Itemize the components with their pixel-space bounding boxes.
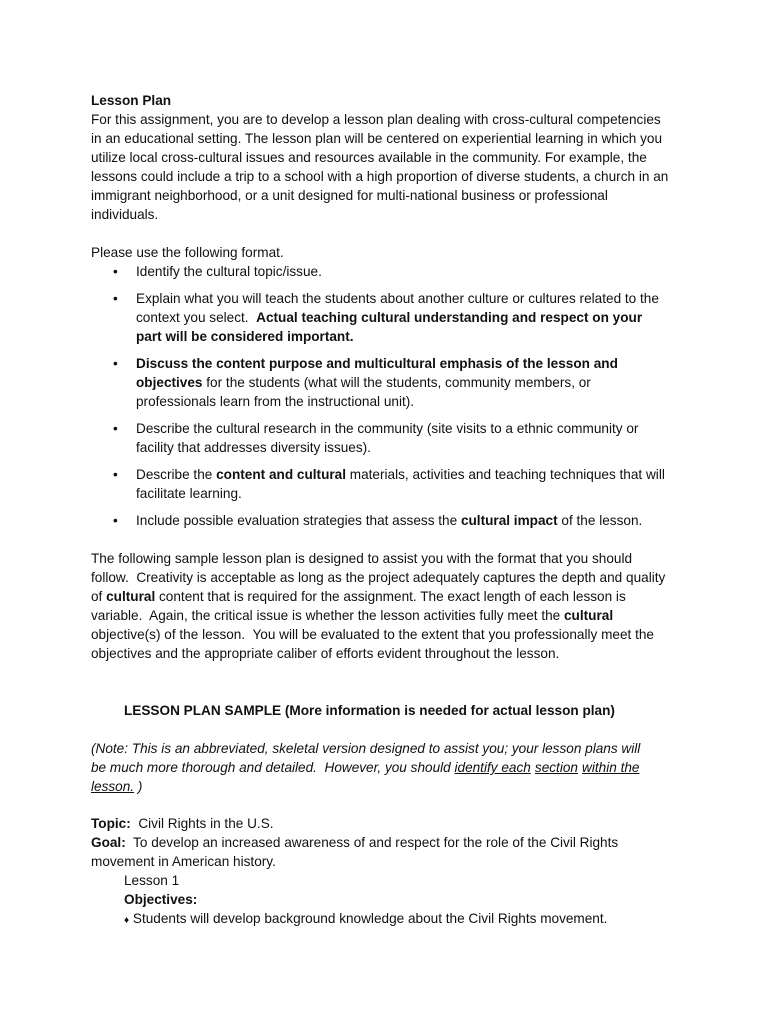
intro-line: immigrant neighborhood, or a unit designed for multi-national business or professional — [91, 188, 608, 203]
intro-line: individuals. — [91, 207, 159, 222]
bullet-icon: • — [113, 421, 118, 436]
bullet-icon: • — [113, 291, 118, 306]
format-bullet-list — [91, 262, 691, 530]
objectives-label: Objectives: — [124, 892, 198, 907]
bullet-item: • Identify the cultural topic/issue. — [113, 264, 322, 279]
bullet-icon: • — [113, 356, 118, 371]
intro-line: utilize local cross-cultural issues and resources available in the community. For example, the — [91, 150, 647, 165]
bullet-icon: • — [113, 467, 118, 482]
goal-label: Goal: — [91, 835, 126, 850]
intro-line: For this assignment, you are to develop a lesson plan dealing with cross-cultural competencies — [91, 112, 661, 127]
intro-line: in an educational setting. The lesson plan will be centered on experiential learning in which you — [91, 131, 663, 146]
intro-line: lessons could include a trip to a school with a high proportion of diverse students, a church in an — [91, 169, 669, 184]
lesson-plan-heading: Lesson Plan — [91, 93, 172, 108]
note-paragraph: (Note: This is an abbreviated, skeletal version designed to assist you; your lesson plans will be much more thorough and detailed. However, you should identify each section within the lesson. ) — [91, 741, 641, 794]
goal-value: To develop an increased awareness of and respect for the role of the Civil Rights — [125, 835, 619, 850]
topic-line — [91, 814, 691, 833]
bullet-icon: • — [113, 513, 118, 528]
topic-value: Civil Rights in the U.S. — [130, 816, 274, 831]
sample-intro-paragraph: The following sample lesson plan is designed to assist you with the format that you should follow. Creativity is acceptable as long as the project adequately captures the depth and quality of cultural content that is required for the assignment. The exact length of each lesson is variable. Again, the critical issue is whether the lesson activities fully meet the cultural objective(s) of the lesson. You will be evaluated to the extent that you professionally meet the objectives and the appropriate caliber of efforts evident throughout the lesson. — [91, 551, 666, 661]
bullet-icon: • — [113, 264, 118, 279]
goal-block: Goal: To develop an increased awareness of and respect for the role of the Civil Rights movement in American history. — [91, 835, 619, 869]
bullet-item: • Include possible evaluation strategies that assess the cultural impact of the lesson. — [113, 513, 643, 528]
lesson-plan-sample-title: LESSON PLAN SAMPLE (More information is needed for actual lesson plan) — [124, 703, 615, 718]
topic-label: Topic: — [91, 816, 131, 831]
diamond-bullet-icon: ♦ — [124, 915, 130, 926]
bullet-item: • Describe the content and cultural materials, activities and teaching techniques that will facilitate learning. — [113, 467, 665, 501]
bullet-item: • Explain what you will teach the students about another culture or cultures related to the context you select. Actual teaching cultural understanding and respect on your part will be considered important. — [113, 291, 659, 344]
intro-paragraph — [91, 110, 691, 224]
bullet-item: • Describe the cultural research in the community (site visits to a ethnic community or facility that addresses diversity issues). — [113, 421, 639, 455]
format-intro: Please use the following format. — [91, 245, 284, 260]
bullet-item: • Discuss the content purpose and multicultural emphasis of the lesson and objectives for the students (what will the students, community members, or professionals learn from the instructional unit). — [113, 356, 618, 409]
objective-item: ♦ Students will develop background knowledge about the Civil Rights movement. — [124, 911, 608, 926]
lesson-label: Lesson 1 — [124, 873, 180, 888]
